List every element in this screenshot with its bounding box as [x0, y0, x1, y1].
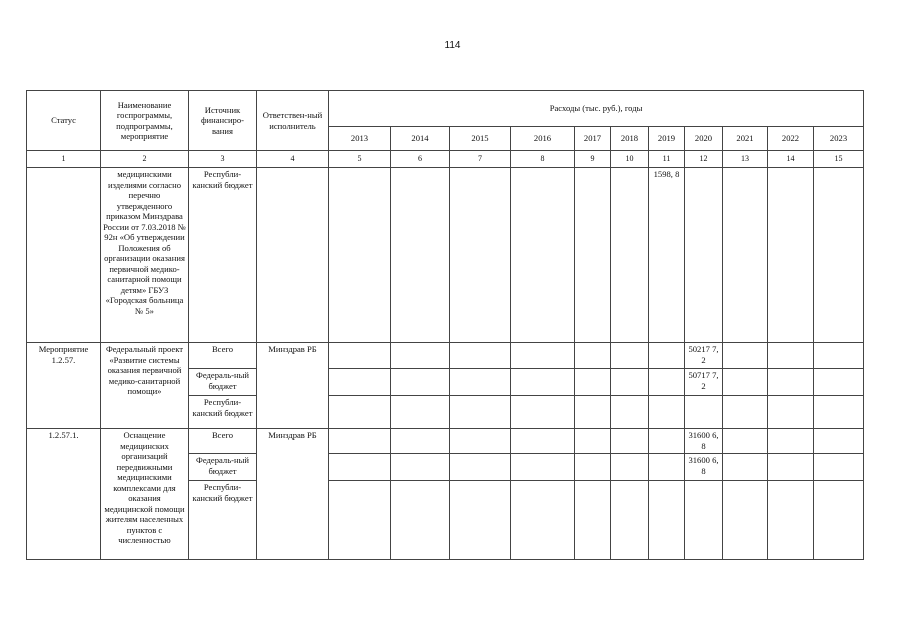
budget-table [26, 90, 864, 560]
value-cell [511, 396, 575, 429]
value-cell [450, 396, 511, 429]
table-row [27, 429, 864, 454]
header-name: Наименование госпрограммы, подпрограммы, мероприятие [101, 91, 189, 151]
source-cell: Всего [189, 429, 257, 454]
value-cell-2020: 50217 7,2 [685, 343, 723, 369]
name-cell: медицинскими изделиями согласно перечню утвержденного приказом Минздрава России от 7.03.2018 № 92н «Об утверждении Положения об организации оказания первичной медико-санитарной помощи детям» ГБУЗ «Городская больница № 5» [101, 168, 189, 343]
value-cell-2020 [685, 396, 723, 429]
value-cell [575, 343, 611, 369]
year-cell: 2022 [768, 127, 814, 151]
value-cell [450, 369, 511, 396]
status-cell: 1.2.57.1. [27, 429, 101, 560]
value-cell [575, 454, 611, 481]
value-cell [768, 429, 814, 454]
source-cell: Всего [189, 343, 257, 369]
column-number: 7 [450, 151, 511, 168]
value-cell [768, 369, 814, 396]
value-cell [611, 369, 649, 396]
source-cell: Республи-канский бюджет [189, 396, 257, 429]
value-cell [611, 429, 649, 454]
year-cell: 2023 [814, 127, 864, 151]
value-cell [450, 481, 511, 560]
column-number: 5 [329, 151, 391, 168]
value-cell [511, 369, 575, 396]
value-cell [391, 481, 450, 560]
column-number: 9 [575, 151, 611, 168]
value-cell [511, 481, 575, 560]
column-number-row [27, 151, 864, 168]
year-cell: 2015 [450, 127, 511, 151]
source-cell: Федераль-ный бюджет [189, 369, 257, 396]
value-cell [575, 168, 611, 343]
source-cell: Республи-канский бюджет [189, 481, 257, 560]
value-cell [814, 396, 864, 429]
table-row [27, 168, 864, 343]
value-cell [450, 168, 511, 343]
value-cell [723, 429, 768, 454]
column-number: 10 [611, 151, 649, 168]
table-row [27, 343, 864, 369]
column-number: 13 [723, 151, 768, 168]
header-source: Источник финансиро-вания [189, 91, 257, 151]
value-cell [611, 343, 649, 369]
value-cell [649, 369, 685, 396]
value-cell [649, 454, 685, 481]
name-cell: Оснащение медицинских организаций передвижными медицинскими комплексами для оказания медицинской помощи жителям населенных пунктов с численностью [101, 429, 189, 560]
value-cell [511, 454, 575, 481]
value-cell [329, 396, 391, 429]
year-cell: 2019 [649, 127, 685, 151]
value-cell [450, 343, 511, 369]
value-cell-2020: 31600 6,8 [685, 429, 723, 454]
value-cell [768, 343, 814, 369]
status-cell: Мероприятие 1.2.57. [27, 343, 101, 429]
value-cell [575, 429, 611, 454]
value-cell [814, 481, 864, 560]
value-cell [723, 481, 768, 560]
year-cell: 2014 [391, 127, 450, 151]
column-number: 1 [27, 151, 101, 168]
value-cell [768, 168, 814, 343]
header-row [27, 91, 864, 127]
value-cell [329, 343, 391, 369]
header-status: Статус [27, 91, 101, 151]
value-cell [768, 454, 814, 481]
page-number: 114 [444, 40, 461, 51]
value-cell [391, 429, 450, 454]
value-cell [723, 168, 768, 343]
executor-cell [257, 168, 329, 343]
value-cell [391, 369, 450, 396]
value-cell [511, 168, 575, 343]
value-cell-2020: 31600 6,8 [685, 454, 723, 481]
value-cell-2020: 50717 7,2 [685, 369, 723, 396]
value-cell [814, 454, 864, 481]
year-cell: 2018 [611, 127, 649, 151]
value-cell [649, 429, 685, 454]
header-executor: Ответствен-ный исполнитель [257, 91, 329, 151]
value-cell [685, 168, 723, 343]
value-cell [649, 396, 685, 429]
value-cell [329, 369, 391, 396]
column-number: 12 [685, 151, 723, 168]
value-cell [814, 168, 864, 343]
column-number: 8 [511, 151, 575, 168]
name-cell: Федеральный проект «Развитие системы оказания первичной медико-санитарной помощи» [101, 343, 189, 429]
column-number: 6 [391, 151, 450, 168]
column-number: 3 [189, 151, 257, 168]
value-cell [391, 168, 450, 343]
value-cell [723, 396, 768, 429]
value-cell [511, 343, 575, 369]
value-cell [575, 369, 611, 396]
value-cell [723, 454, 768, 481]
year-cell: 2016 [511, 127, 575, 151]
source-cell: Федераль-ный бюджет [189, 454, 257, 481]
value-cell [649, 481, 685, 560]
column-number: 11 [649, 151, 685, 168]
value-cell [450, 454, 511, 481]
value-cell [649, 343, 685, 369]
year-cell: 2020 [685, 127, 723, 151]
value-cell [768, 396, 814, 429]
value-cell [329, 168, 391, 343]
source-cell: Республи-канский бюджет [189, 168, 257, 343]
value-cell [450, 429, 511, 454]
value-cell-2020 [685, 481, 723, 560]
value-cell [391, 396, 450, 429]
column-number: 4 [257, 151, 329, 168]
year-cell: 2013 [329, 127, 391, 151]
value-cell [511, 429, 575, 454]
value-cell [611, 481, 649, 560]
value-cell [768, 481, 814, 560]
value-cell [611, 168, 649, 343]
column-number: 15 [814, 151, 864, 168]
value-cell [723, 369, 768, 396]
column-number: 14 [768, 151, 814, 168]
value-cell [391, 343, 450, 369]
value-cell [329, 429, 391, 454]
header-expenses: Расходы (тыс. руб.), годы [329, 91, 864, 127]
value-cell [723, 343, 768, 369]
value-cell [611, 396, 649, 429]
year-cell: 2017 [575, 127, 611, 151]
executor-cell: Минздрав РБ [257, 429, 329, 560]
value-cell [814, 429, 864, 454]
value-cell [814, 343, 864, 369]
value-cell [391, 454, 450, 481]
column-number: 2 [101, 151, 189, 168]
executor-cell: Минздрав РБ [257, 343, 329, 429]
year-cell: 2021 [723, 127, 768, 151]
status-cell [27, 168, 101, 343]
value-cell [329, 454, 391, 481]
value-cell [575, 481, 611, 560]
value-cell-2019: 1598, 8 [649, 168, 685, 343]
value-cell [329, 481, 391, 560]
value-cell [575, 396, 611, 429]
value-cell [611, 454, 649, 481]
value-cell [814, 369, 864, 396]
